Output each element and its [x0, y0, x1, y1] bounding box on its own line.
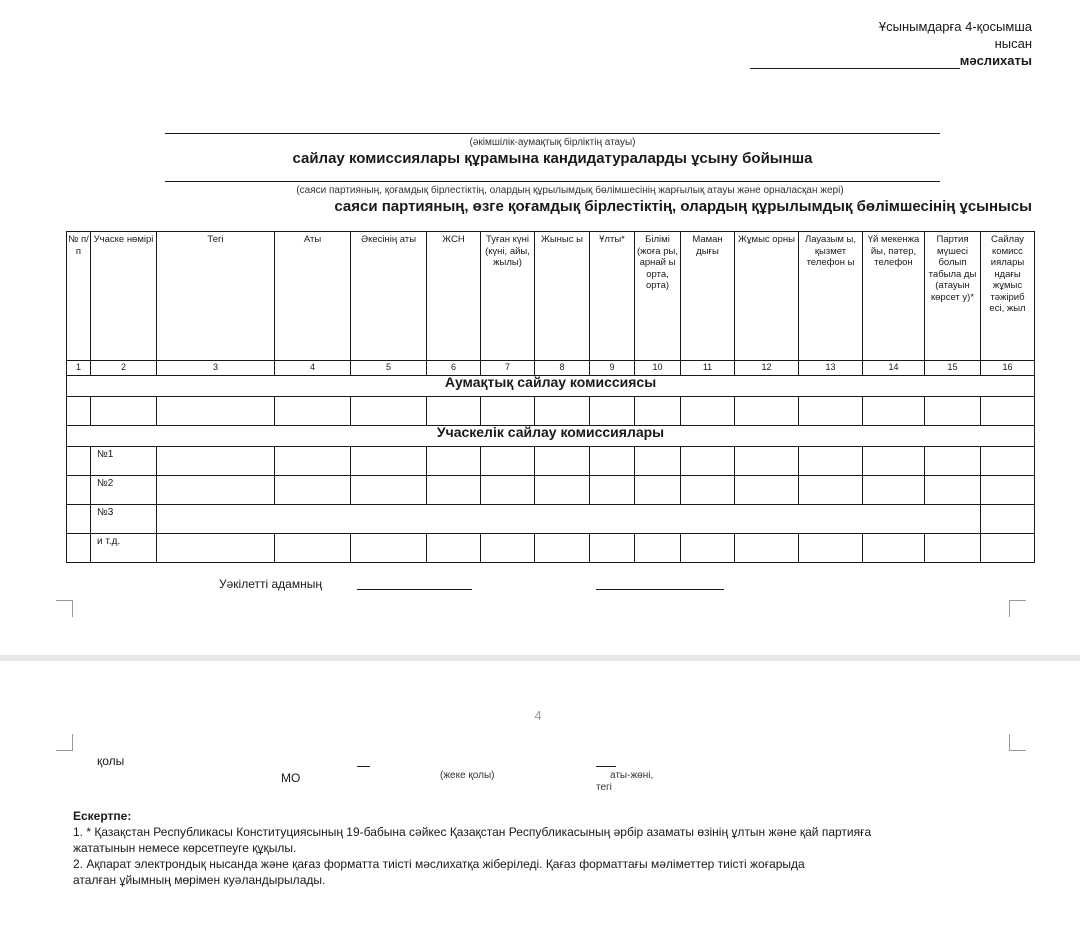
fullname-caption: аты-жөні,: [610, 770, 654, 781]
maslihat-label: мәслихаты: [959, 53, 1032, 68]
col-header: № п/п: [67, 232, 91, 361]
section-row-territorial: [67, 375, 1035, 396]
col-number: 6: [427, 361, 481, 376]
fullname-line: [596, 589, 724, 590]
col-header: Учаске нөмірі: [91, 232, 157, 361]
admin-unit-caption: (әкімшілік-аумақтық бірліктің атауы): [469, 137, 636, 148]
col-header: Лауазым ы, қызмет телефон ы: [799, 232, 863, 361]
col-number: 2: [91, 361, 157, 376]
admin-unit-line: [165, 133, 940, 134]
col-number: 12: [735, 361, 799, 376]
title-line-1: сайлау комиссиялары құрамына кандидатураларды ұсыну бойынша: [292, 150, 813, 167]
signature-line: [357, 589, 472, 590]
col-header: Маман дығы: [681, 232, 735, 361]
table-row: [67, 475, 1035, 504]
section-row-precinct: [67, 425, 1035, 446]
table-header-row: [67, 232, 1035, 361]
col-header: Әкесінің аты: [351, 232, 427, 361]
title-line-2: саяси партияның, өзге қоғамдық бірлестіктің, олардың құрылымдық бөлімшесінің ұсынысы: [334, 198, 1032, 215]
table-row: [67, 446, 1035, 475]
mo-label: МО: [281, 771, 301, 785]
col-number: 3: [157, 361, 275, 376]
col-number: 13: [799, 361, 863, 376]
note-text: аталған ұйымның мөрімен куәландырылады.: [73, 873, 326, 887]
col-number: 15: [925, 361, 981, 376]
notes-block: [73, 808, 1033, 888]
col-number: 10: [635, 361, 681, 376]
col-header: Аты: [275, 232, 351, 361]
signature-word: қолы: [97, 754, 125, 768]
col-number: 7: [481, 361, 535, 376]
candidates-table: [66, 231, 1035, 563]
signature-dash: [357, 766, 370, 767]
col-number: 11: [681, 361, 735, 376]
table-row: [67, 396, 1035, 425]
authorized-person-label: Уәкілетті адамның: [219, 577, 322, 591]
page-corner-mark: [56, 600, 73, 617]
col-number: 16: [981, 361, 1035, 376]
page-corner-mark: [56, 734, 73, 751]
form-label: нысан: [994, 36, 1032, 51]
col-header: Туған күні (күні, айы, жылы): [481, 232, 535, 361]
col-number: 9: [590, 361, 635, 376]
col-header: Ұлты*: [590, 232, 635, 361]
row-label: №3: [91, 504, 157, 533]
form-header: [750, 18, 1032, 69]
row-label: №1: [91, 446, 157, 475]
table-row: [67, 533, 1035, 562]
row-label: №2: [91, 475, 157, 504]
col-header: Сайлау комисс иялары ндағы жұмыс тәжіриб есі, жыл: [981, 232, 1035, 361]
col-header: Партия мүшесі болып табыла ды (атауын көрсет у)*: [925, 232, 981, 361]
section-title: Учаскелік сайлау комиссиялары: [67, 425, 1035, 446]
table-row: [67, 504, 1035, 533]
notes-title: Ескертпе:: [73, 809, 132, 823]
col-number: 1: [67, 361, 91, 376]
page-corner-mark: [1009, 734, 1026, 751]
page-number: 4: [534, 708, 542, 723]
appendix-label: Ұсынымдарға 4-қосымша: [878, 19, 1032, 34]
surname-caption: тегі: [596, 782, 612, 793]
fullname-dash: [596, 766, 616, 767]
col-header: Үй мекенжа йы, пәтер, телефон: [863, 232, 925, 361]
note-text: жататынын немесе көрсетпеуге құқылы.: [73, 841, 297, 855]
column-number-row: [67, 361, 1035, 376]
party-line: [165, 181, 940, 182]
col-number: 5: [351, 361, 427, 376]
col-header: Тегі: [157, 232, 275, 361]
col-header: Жыныс ы: [535, 232, 590, 361]
personal-signature-caption: (жеке қолы): [440, 770, 495, 781]
row-label: и т.д.: [91, 533, 157, 562]
col-header: ЖСН: [427, 232, 481, 361]
col-number: 4: [275, 361, 351, 376]
col-header: Жұмыс орны: [735, 232, 799, 361]
page-separator: [0, 655, 1080, 661]
note-text: 2. Ақпарат электрондық нысанда және қағаз форматта тиісті мәслихатқа жіберіледі. Қағаз форматтағы мәліметтер тиісті жоғарыда: [73, 857, 805, 871]
section-title: Аумақтық сайлау комиссиясы: [67, 375, 1035, 396]
party-caption: (саяси партияның, қоғамдық бірлестіктің, олардың құрылымдық бөлімшесінің жарғылық атауы және орналасқан жері): [296, 185, 844, 196]
col-number: 8: [535, 361, 590, 376]
maslihat-line: [750, 52, 1032, 69]
col-header: Білімі (жоға ры, арнай ы орта, орта): [635, 232, 681, 361]
note-text: 1. * Қазақстан Республикасы Конституциясының 19-бабына сәйкес Қазақстан Республикасының әрбір азаматы өзінің ұлтын және қай партияға: [73, 825, 872, 839]
col-number: 14: [863, 361, 925, 376]
page-corner-mark: [1009, 600, 1026, 617]
